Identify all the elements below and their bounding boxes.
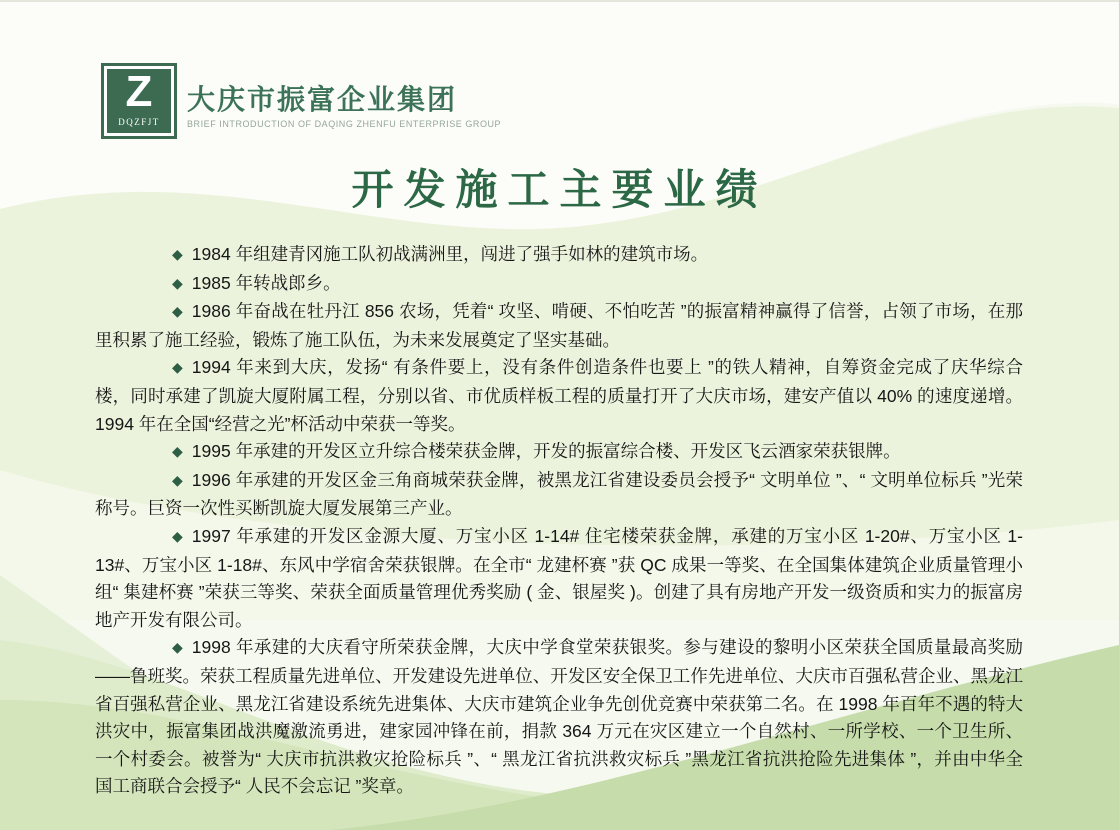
logo-square [107,69,171,133]
diamond-bullet-icon: ◆ [172,274,183,291]
diamond-bullet-icon: ◆ [172,443,183,460]
paragraph-text: 1995 年承建的开发区立升综合楼荣获金牌，开发的振富综合楼、开发区飞云酒家荣获银牌。 [191,441,901,462]
diamond-bullet-icon: ◆ [172,359,183,376]
achievement-paragraph-1985 [95,270,1023,299]
company-title-block [187,63,501,129]
achievement-paragraph-1994 [95,354,1023,438]
paragraph-text: 1986 年奋战在牡丹江 856 农场，凭着“ 攻坚、啃硬、不怕吃苦 ”的振富精神赢得了信誉，占领了市场，在那里积累了施工经验，锻炼了施工队伍，为未来发展奠定了坚实基础。 [95,301,1023,350]
page-title: 开发施工主要业绩 [351,166,768,213]
company-logo [101,63,177,139]
paragraph-text: 1997 年承建的开发区金源大厦、万宝小区 1-14# 住宅楼荣获金牌，承建的万宝小区 1-20#、万宝小区 1-13#、万宝小区 1-18#、东风中学宿舍荣获银牌。在全市“ 龙建杯赛 ”获 QC 成果一等奖、在全国集体建筑企业质量管理小组“ 集建杯赛 ”荣获三等奖、荣获全面质量管理优秀奖励 ( 金、银屋奖 )。创建了具有房地产开发一级资质和实力的振富房地产开发有限公司。 [95,525,1023,630]
achievement-list [95,241,1023,801]
achievement-paragraph-1998 [95,634,1023,801]
achievement-paragraph-1986 [95,298,1023,354]
achievement-paragraph-1997 [95,523,1023,634]
company-header [101,63,501,139]
top-divider [0,0,1119,2]
diamond-bullet-icon: ◆ [172,639,183,656]
achievement-paragraph-1995 [95,438,1023,467]
logo-z-icon: Z [125,67,153,116]
diamond-bullet-icon: ◆ [172,303,183,320]
diamond-bullet-icon: ◆ [172,246,183,262]
achievement-paragraph-1996 [95,467,1023,523]
paragraph-text: 1984 年组建青冈施工队初战满洲里，闯进了强手如林的建筑市场。 [191,244,709,264]
paragraph-text: 1985 年转战郎乡。 [191,272,341,293]
company-name: 大庆市振富企业集团 [187,84,458,115]
paragraph-text: 1998 年承建的大庆看守所荣获金牌，大庆中学食堂荣获银奖。参与建设的黎明小区荣获全国质量最高奖励——鲁班奖。荣获工程质量先进单位、开发建设先进单位、开发区安全保卫工作先进单位、大庆市百强私营企业、黑龙江省百强私营企业、黑龙江省建设系统先进集体、大庆市建筑企业争先创优竞赛中荣获第二名。在 1998 年百年不遇的特大洪灾中，振富集团战洪魔激流勇进，建家园冲锋在前，捐款 364 万元在灾区建立一个自然村、一所学校、一个卫生所、一个村委会。被誉为“ 大庆市抗洪救灾抢险标兵 ”、“ 黑龙江省抗洪救灾标兵 ”黑龙江省抗洪抢险先进集体 ”，并由中华全国工商联合会授予“ 人民不会忘记 ”奖章。 [95,637,1023,797]
paragraph-text: 1994 年来到大庆，发扬“ 有条件要上，没有条件创造条件也要上 ”的铁人精神，自筹资金完成了庆华综合楼，同时承建了凯旋大厦附属工程，分别以省、市优质样板工程的质量打开了大庆市场，建安产值以 40% 的速度递增。1994 年在全国“经营之光”杯活动中荣获一等奖。 [95,357,1023,434]
paragraph-text: 1996 年承建的开发区金三角商城荣获金牌，被黑龙江省建设委员会授予“ 文明单位 ”、“ 文明单位标兵 ”光荣称号。巨资一次性买断凯旋大厦发展第三产业。 [95,469,1023,519]
diamond-bullet-icon: ◆ [172,471,183,488]
logo-caption: DQZFJT [118,117,160,127]
company-subtitle: BRIEF INTRODUCTION OF DAQING ZHENFU ENTERPRISE GROUP [187,119,502,129]
diamond-bullet-icon: ◆ [172,527,183,544]
achievement-paragraph-1984 [95,241,1023,270]
